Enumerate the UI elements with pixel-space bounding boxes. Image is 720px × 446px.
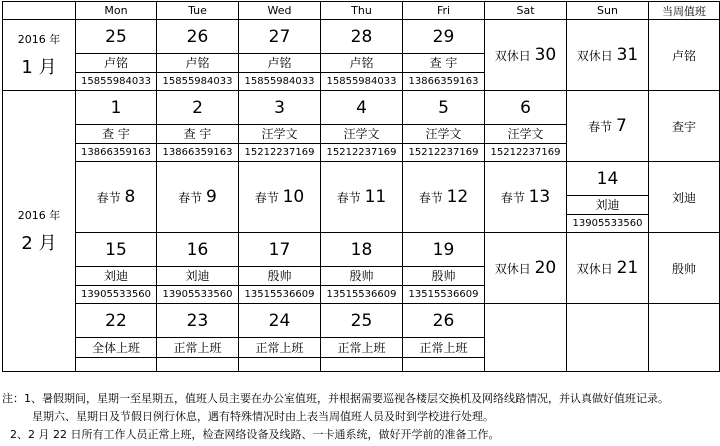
- year-label: 2016 年: [17, 33, 61, 46]
- duty-name: 卢铭: [157, 54, 239, 73]
- duty-name: 汪学文: [485, 125, 567, 144]
- day-number: 25: [321, 304, 403, 338]
- month-label: 2 月: [21, 233, 57, 254]
- duty-phone: 13866359163: [157, 144, 239, 162]
- header-sat: Sat: [485, 2, 567, 20]
- week-row-4: [3, 233, 720, 267]
- holiday-label: 春节: [96, 191, 121, 205]
- holiday-cell: [567, 91, 649, 162]
- weekly-duty-name: 殷帅: [649, 233, 720, 304]
- duty-phone: 15855984033: [321, 73, 403, 91]
- day-number: 27: [239, 20, 321, 54]
- holiday-cell: [485, 162, 567, 233]
- work-status: 正常上班: [321, 338, 403, 358]
- footnote-1-continued: 星期六、星期日及节假日例行休息，遇有特殊情况时由上表当周值班人员及时到学校进行处理。: [32, 410, 494, 423]
- duty-name: 汪学文: [239, 125, 321, 144]
- day-number: 26: [157, 20, 239, 54]
- week-row-1: [3, 20, 720, 54]
- day-number: 30: [534, 45, 557, 65]
- holiday-cell: [403, 162, 485, 233]
- day-number: 29: [403, 20, 485, 54]
- work-status: 正常上班: [403, 338, 485, 358]
- duty-phone: 13515536609: [239, 286, 321, 304]
- day-number: 21: [616, 258, 639, 278]
- empty-cell: [649, 304, 720, 372]
- day-number: 7: [616, 116, 627, 136]
- day-number: 15: [76, 233, 157, 267]
- header-blank: [3, 2, 76, 20]
- holiday-cell: [321, 162, 403, 233]
- duty-phone: 13866359163: [76, 144, 157, 162]
- weekend-label: 双休日: [494, 49, 531, 63]
- day-number: 20: [534, 258, 557, 278]
- duty-phone: 13905533560: [157, 286, 239, 304]
- year-label: 2016 年: [17, 209, 61, 222]
- day-number: 9: [206, 187, 217, 207]
- holiday-cell: [239, 162, 321, 233]
- day-number: 17: [239, 233, 321, 267]
- header-sun: Sun: [567, 2, 649, 20]
- empty-cell: [321, 358, 403, 372]
- duty-name: 殷帅: [239, 267, 321, 286]
- duty-phone: 15855984033: [157, 73, 239, 91]
- day-number: 28: [321, 20, 403, 54]
- duty-name: 殷帅: [403, 267, 485, 286]
- duty-phone: 13866359163: [403, 73, 485, 91]
- weekend-cell: [567, 20, 649, 91]
- duty-phone: 15855984033: [76, 73, 157, 91]
- day-number: 3: [239, 91, 321, 125]
- day-number: 13: [528, 187, 551, 207]
- holiday-label: 春节: [418, 191, 443, 205]
- day-number: 19: [403, 233, 485, 267]
- month-label: 1 月: [21, 57, 57, 78]
- duty-phone: 15212237169: [485, 144, 567, 162]
- duty-name: 汪学文: [321, 125, 403, 144]
- holiday-cell: [157, 162, 239, 233]
- footnote-2: 2、2 月 22 日所有工作人员正常上班，检查网络设备及线路、一卡通系统，做好开学前的准备工作。: [10, 428, 500, 441]
- day-number: 22: [76, 304, 157, 338]
- header-tue: Tue: [157, 2, 239, 20]
- holiday-cell: [76, 162, 157, 233]
- day-number: 24: [239, 304, 321, 338]
- work-status: 正常上班: [157, 338, 239, 358]
- day-number: 1: [76, 91, 157, 125]
- day-number: 11: [364, 187, 387, 207]
- day-number: 23: [157, 304, 239, 338]
- weekend-cell: [485, 20, 567, 91]
- duty-phone: 13515536609: [321, 286, 403, 304]
- duty-phone: 13515536609: [403, 286, 485, 304]
- weekly-duty-name: 查宇: [649, 91, 720, 162]
- header-fri: Fri: [403, 2, 485, 20]
- weekend-label: 双休日: [576, 49, 613, 63]
- day-number: 5: [403, 91, 485, 125]
- footnote-1: 注：1、暑假期间，星期一至星期五，值班人员主要在办公室值班，并根据需要巡视各楼层交换机及网络线路情况，并认真做好值班记录。: [2, 392, 669, 405]
- empty-cell: [76, 358, 157, 372]
- duty-name: 汪学文: [403, 125, 485, 144]
- month-cell-january: [3, 20, 76, 91]
- week-row-5: [3, 304, 720, 338]
- header-thu: Thu: [321, 2, 403, 20]
- week-row-2: [3, 91, 720, 125]
- header-wed: Wed: [239, 2, 321, 20]
- holiday-label: 春节: [178, 191, 203, 205]
- day-number: 2: [157, 91, 239, 125]
- empty-cell: [485, 304, 567, 372]
- day-number: 26: [403, 304, 485, 338]
- duty-name: 刘迪: [567, 196, 649, 215]
- holiday-label: 春节: [500, 191, 525, 205]
- duty-name: 殷帅: [321, 267, 403, 286]
- duty-phone: 15212237169: [403, 144, 485, 162]
- day-number: 31: [616, 45, 639, 65]
- weekend-label: 双休日: [576, 262, 613, 276]
- duty-name: 卢铭: [321, 54, 403, 73]
- weekend-cell: [567, 233, 649, 304]
- duty-name: 刘迪: [157, 267, 239, 286]
- day-number: 25: [76, 20, 157, 54]
- holiday-label: 春节: [254, 191, 279, 205]
- empty-cell: [567, 304, 649, 372]
- day-number: 10: [282, 187, 305, 207]
- duty-name: 刘迪: [76, 267, 157, 286]
- empty-cell: [239, 358, 321, 372]
- empty-cell: [403, 358, 485, 372]
- day-number: 4: [321, 91, 403, 125]
- day-number: 8: [124, 187, 136, 207]
- day-number: 18: [321, 233, 403, 267]
- duty-phone: 15855984033: [239, 73, 321, 91]
- weekend-label: 双休日: [494, 262, 531, 276]
- day-number: 14: [567, 162, 649, 196]
- duty-name: 查 宇: [157, 125, 239, 144]
- footnotes: [2, 390, 718, 444]
- duty-calendar-table: [2, 1, 720, 372]
- week-row-3: [3, 162, 720, 196]
- day-number: 6: [485, 91, 567, 125]
- weekly-duty-name: 刘迪: [649, 162, 720, 233]
- holiday-label: 春节: [588, 120, 613, 134]
- work-status: 正常上班: [239, 338, 321, 358]
- duty-name: 查 宇: [403, 54, 485, 73]
- header-row: [3, 2, 720, 20]
- duty-phone: 13905533560: [567, 215, 649, 233]
- duty-name: 卢铭: [76, 54, 157, 73]
- duty-phone: 13905533560: [76, 286, 157, 304]
- empty-cell: [157, 358, 239, 372]
- month-cell-february: [3, 91, 76, 372]
- day-number: 16: [157, 233, 239, 267]
- header-duty: 当周值班: [649, 2, 720, 20]
- weekly-duty-name: 卢铭: [649, 20, 720, 91]
- work-status: 全体上班: [76, 338, 157, 358]
- weekend-cell: [485, 233, 567, 304]
- duty-name: 查 宇: [76, 125, 157, 144]
- holiday-label: 春节: [336, 191, 361, 205]
- duty-phone: 15212237169: [239, 144, 321, 162]
- duty-name: 卢铭: [239, 54, 321, 73]
- header-mon: Mon: [76, 2, 157, 20]
- day-number: 12: [446, 187, 469, 207]
- duty-phone: 15212237169: [321, 144, 403, 162]
